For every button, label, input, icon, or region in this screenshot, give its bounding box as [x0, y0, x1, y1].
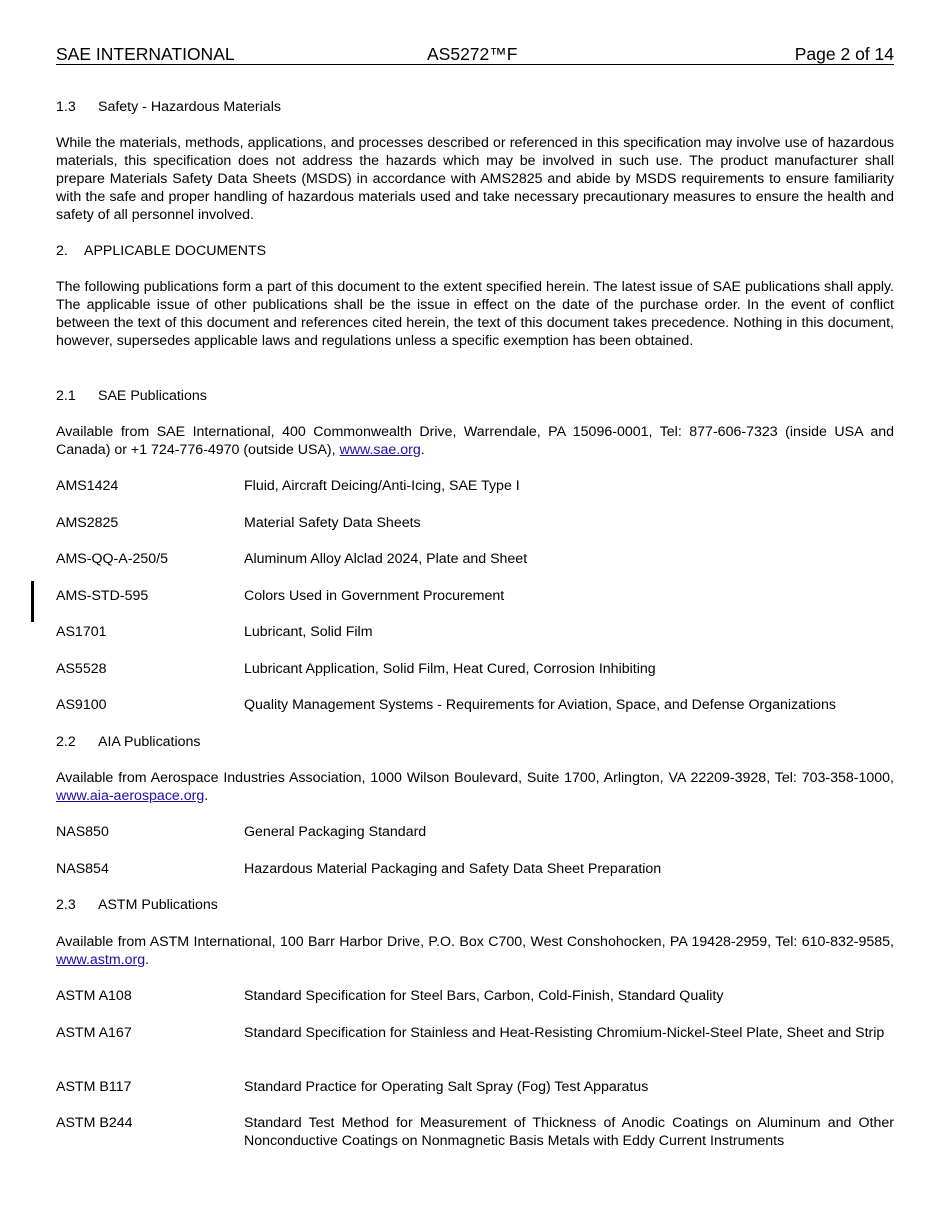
section-heading-2-1: 2.1 SAE Publications: [56, 388, 207, 404]
header-org: SAE INTERNATIONAL: [56, 44, 235, 64]
section-2-2-availability: Available from Aerospace Industries Association, 1000 Wilson Boulevard, Suite 1700, Arlington, VA 22209-3928, Tel: 703-358-1000, www.aia-aerospace.org.: [56, 770, 894, 804]
reference-id: AMS2825: [56, 515, 119, 531]
reference-id: AMS-STD-595: [56, 588, 149, 604]
reference-title: Colors Used in Government Procurement: [244, 588, 505, 604]
reference-id: AMS1424: [56, 478, 119, 494]
reference-title: General Packaging Standard: [244, 824, 427, 840]
reference-title: Lubricant Application, Solid Film, Heat Cured, Corrosion Inhibiting: [244, 661, 656, 677]
reference-id: NAS854: [56, 861, 109, 877]
section-heading-2-3: 2.3 ASTM Publications: [56, 897, 218, 913]
reference-id: ASTM A108: [56, 988, 132, 1004]
reference-title: Standard Specification for Steel Bars, Carbon, Cold-Finish, Standard Quality: [244, 988, 724, 1004]
page-header: [56, 44, 894, 65]
reference-id: ASTM B117: [56, 1079, 132, 1095]
reference-id: ASTM A167: [56, 1025, 132, 1041]
section-2-3-availability: Available from ASTM International, 100 Barr Harbor Drive, P.O. Box C700, West Conshohocken, PA 19428-2959, Tel: 610-832-9585, www.astm.org.: [56, 934, 894, 968]
reference-title: Standard Practice for Operating Salt Spray (Fog) Test Apparatus: [244, 1079, 649, 1095]
reference-id: AS5528: [56, 661, 107, 677]
sae-website-link[interactable]: www.sae.org: [339, 442, 421, 458]
section-2-body: The following publications form a part of this document to the extent specified herein. The latest issue of SAE publications shall apply. The applicable issue of other publications shall be the issue in effect on the date of the purchase order. In the event of conflict between the text of this document and references cited herein, the text of this document takes precedence. Nothing in this document, however, supersedes applicable laws and regulations unless a specific exemption has been obtained.: [56, 279, 894, 349]
section-heading-1-3: 1.3 Safety - Hazardous Materials: [56, 99, 281, 115]
reference-title: Material Safety Data Sheets: [244, 515, 421, 531]
reference-title: Hazardous Material Packaging and Safety Data Sheet Preparation: [244, 861, 662, 877]
reference-title: Lubricant, Solid Film: [244, 624, 373, 640]
section-heading-2: 2. APPLICABLE DOCUMENTS: [56, 243, 267, 259]
section-1-3-body: While the materials, methods, applications, and processes described or referenced in this specification may involve use of hazardous materials, this specification does not address the hazards which may be involved in such use. The product manufacturer shall prepare Materials Safety Data Sheets (MSDS) in accordance with AMS2825 and abide by MSDS requirements to ensure familiarity with the safe and proper handling of hazardous materials used and take necessary precautionary measures to ensure the health and safety of all personnel involved.: [56, 135, 894, 223]
section-2-1-availability: Available from SAE International, 400 Commonwealth Drive, Warrendale, PA 15096-0001, Tel: 877-606-7323 (inside USA and Canada) or +1 724-776-4970 (outside USA), www.sae.org.: [56, 424, 894, 458]
reference-title: Standard Specification for Stainless and Heat-Resisting Chromium-Nickel-Steel Plate, Sheet and Strip: [244, 1025, 885, 1041]
aia-website-link[interactable]: www.aia-aerospace.org: [56, 788, 205, 804]
reference-id: NAS850: [56, 824, 109, 840]
reference-id: AS1701: [56, 624, 107, 640]
reference-id: ASTM B244: [56, 1115, 133, 1131]
section-heading-2-2: 2.2 AIA Publications: [56, 734, 201, 750]
header-page-number: Page 2 of 14: [794, 44, 894, 64]
reference-id: AMS-QQ-A-250/5: [56, 551, 168, 567]
astm-website-link[interactable]: www.astm.org: [56, 952, 146, 968]
revision-change-bar: [31, 581, 34, 622]
reference-title: Fluid, Aircraft Deicing/Anti-Icing, SAE Type I: [244, 478, 520, 494]
reference-title: Standard Test Method for Measurement of Thickness of Anodic Coatings on Aluminum and Other Nonconductive Coatings on Nonmagnetic Basis Metals with Eddy Current Instruments: [244, 1115, 894, 1149]
reference-title: Quality Management Systems - Requirements for Aviation, Space, and Defense Organizations: [244, 697, 836, 713]
reference-title: Aluminum Alloy Alclad 2024, Plate and Sheet: [244, 551, 528, 567]
header-doc-id: AS5272™F: [427, 44, 518, 64]
reference-id: AS9100: [56, 697, 107, 713]
